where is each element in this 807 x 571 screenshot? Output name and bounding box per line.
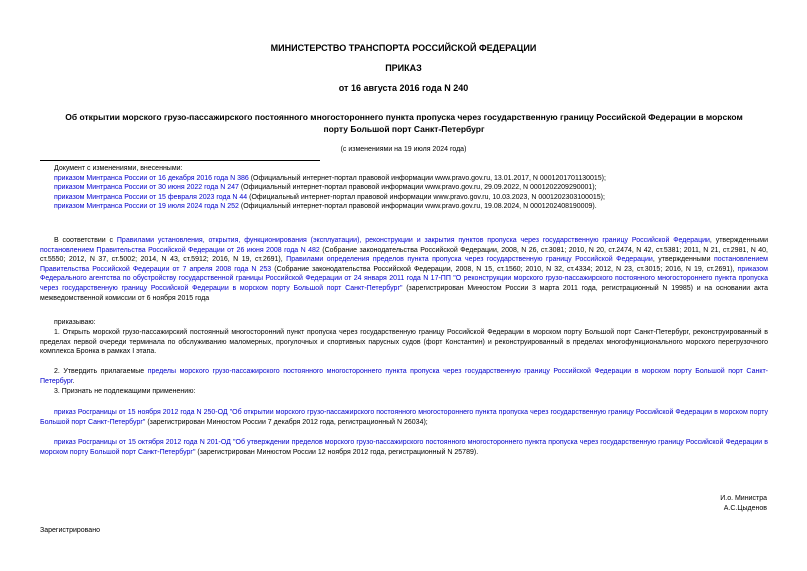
prikazyvayu-text: приказываю: bbox=[54, 319, 96, 326]
order-201od-link[interactable]: приказ Росграницы от 15 октября 2012 года N 201-ОД "Об утверждении пределов морского грузо-пассажирского постоянного многостороннего пункта пропуска через государственную границу Российской Федерации в морском порту Большой порт Санкт-Петербург" bbox=[40, 439, 768, 456]
item-3: 3. Признать не подлежащими применению: bbox=[54, 388, 196, 395]
resolution-253-link[interactable]: постановлением Правительства Российской Федерации от 7 апреля 2008 года N 253 bbox=[40, 256, 768, 273]
preamble-paragraph: В соответствии с Правилами установления, открытия, функционирования (эксплуатации), реконструкции и закрытия пунктов пропуска через государственную границу Российской Федерации, утвержденными постановлением Правительства Российской Федерации от 26 июня 2008 года N 482 (Собрание законодательства Российской Федерации, 2008, N 26, ст.3081; 2010, N 20, ст.2474, N 42, ст.5381; 2011, N 21, ст.2981, N 40, ст.5550; 2012, N 37, ст.5002; 2014, N 43, ст.5912; 2016, N 19, ст.2691), Правилами определения пределов пункта пропуска через государственную границу Российской Федерации, утвержденными постановлением Правительства Российской Федерации от 7 апреля 2008 года N 253 (Собрание законодательства Российской Федерации, 2008, N 15, ст.1560; 2010, N 32, ст.4334; 2012, N 23, ст.3015; 2016, N 19, ст.2691), приказом Федерального агентства по обустройству государственной границы Российской Федерации от 24 января 2011 года N 17-ПП "О реконструкции морского грузо-пассажирского постоянного многостороннего пункта пропуска через государственную границу Российской Федерации в морском порту Большой порт Санкт-Петербург" (зарегистрирован Минюстом России 3 марта 2011 года, регистрационный N 19985) и на основании акта межведомственной комиссии от 6 ноября 2015 года bbox=[40, 237, 769, 302]
document-date-number: от 16 августа 2016 года N 240 bbox=[338, 83, 469, 93]
order-17pp-link[interactable]: приказом Федерального агентства по обустройству государственной границы Российской Федерации от 24 января 2011 года N 17-ПП "О реконструкции морского грузо-пассажирского постоянного многостороннего пункта пропуска через государственную границу Российской Федерации в морском порту Большой порт Санкт-Петербург" bbox=[40, 265, 768, 292]
signer-name: А.С.Цыденов bbox=[723, 504, 767, 512]
change-link[interactable]: приказом Минтранса России от 16 декабря 2016 года N 386 bbox=[54, 174, 249, 182]
limits-rules-link[interactable]: Правилами определения пределов пункта пропуска через государственную границу Российской Федерации bbox=[286, 256, 653, 264]
item-1: 1. Открыть морской грузо-пассажирский постоянный многосторонний пункт пропуска через государственную границу Российской Федерации в морском порту Большой порт Санкт-Петербург, реконструированный в пределах первой очереди терминала по обслуживанию маломерных, прогулочных и спортивных парусных судов (форт Константин) и реконструированный в пределах многофункционального морского перегрузочного комплекса Бронка в рамках I этапа. bbox=[40, 329, 768, 356]
change-item: приказом Минтранса России от 19 июля 2024 года N 252 (Официальный интернет-портал правовой информации www.pravo.gov.ru, 19.08.2024, N 0001202408190009). bbox=[54, 203, 597, 211]
repeal-item-1: приказ Росграницы от 15 ноября 2012 года N 250-ОД "Об открытии морского грузо-пассажирского постоянного многостороннего пункта пропуска через государственную границу Российской Федерации в морском порту Большой порт Санкт-Петербург" (зарегистрирован Минюстом России 7 декабря 2012 года, регистрационный N 26034); bbox=[40, 409, 768, 426]
change-link[interactable]: приказом Минтранса России от 30 июня 2022 года N 247 bbox=[54, 184, 239, 192]
change-link[interactable]: приказом Минтранса России от 15 февраля 2023 года N 44 bbox=[54, 193, 248, 201]
order-250od-link[interactable]: приказ Росграницы от 15 ноября 2012 года N 250-ОД "Об открытии морского грузо-пассажирского постоянного многостороннего пункта пропуска через государственную границу Российской Федерации в морском порту Большой порт Санкт-Петербург" bbox=[40, 409, 768, 426]
repeal-item-2: приказ Росграницы от 15 октября 2012 года N 201-ОД "Об утверждении пределов морского грузо-пассажирского постоянного многостороннего пункта пропуска через государственную границу Российской Федерации в морском порту Большой порт Санкт-Петербург" (зарегистрирован Минюстом России 12 ноября 2012 года, регистрационный N 25789). bbox=[40, 439, 768, 456]
limits-link[interactable]: пределы морского грузо-пассажирского постоянного многостороннего пункта пропуска через государственную границу Российской Федерации в морском порту Большой порт Санкт-Петербург bbox=[40, 368, 768, 385]
changes-list bbox=[54, 164, 774, 212]
item-2: 2. Утвердить прилагаемые пределы морского грузо-пассажирского постоянного многостороннего пункта пропуска через государственную границу Российской Федерации в морском порту Большой порт Санкт-Петербург. bbox=[40, 368, 768, 385]
divider bbox=[40, 160, 320, 161]
change-link[interactable]: приказом Минтранса России от 19 июля 2024 года N 252 bbox=[54, 203, 239, 211]
signature-block bbox=[720, 494, 767, 513]
registered-label: Зарегистрировано bbox=[40, 527, 100, 534]
change-item: приказом Минтранса России от 15 февраля 2023 года N 44 (Официальный интернет-портал правовой информации www.pravo.gov.ru, 10.03.2023, N 0001202303100015); bbox=[54, 193, 605, 201]
signer-position: И.о. Министра bbox=[720, 495, 767, 502]
change-item: приказом Минтранса России от 16 декабря 2016 года N 386 (Официальный интернет-портал правовой информации www.pravo.gov.ru, 13.01.2017, N 0001201701130015); bbox=[54, 174, 606, 182]
document-title: Об открытии морского грузо-пассажирского постоянного многостороннего пункта пропуска через государственную границу Российской Федерации в морском порту Большой порт Санкт-Петербург bbox=[65, 112, 743, 134]
changes-intro: Документ с изменениями, внесенными: bbox=[54, 165, 183, 172]
document-type: ПРИКАЗ bbox=[385, 63, 422, 73]
document-subtitle: (с изменениями на 19 июля 2024 года) bbox=[340, 146, 467, 153]
resolution-482-link[interactable]: постановлением Правительства Российской Федерации от 26 июня 2008 года N 482 bbox=[40, 246, 320, 254]
ministry-heading: МИНИСТЕРСТВО ТРАНСПОРТА РОССИЙСКОЙ ФЕДЕРАЦИИ bbox=[270, 43, 537, 53]
rules-link[interactable]: Правилами установления, открытия, функционирования (эксплуатации), реконструкции и закрытия пунктов пропуска через государственную границу Российской Федерации bbox=[116, 237, 710, 244]
change-item: приказом Минтранса России от 30 июня 2022 года N 247 (Официальный интернет-портал правовой информации www.pravo.gov.ru, 29.09.2022, N 0001202209290001); bbox=[54, 184, 597, 192]
